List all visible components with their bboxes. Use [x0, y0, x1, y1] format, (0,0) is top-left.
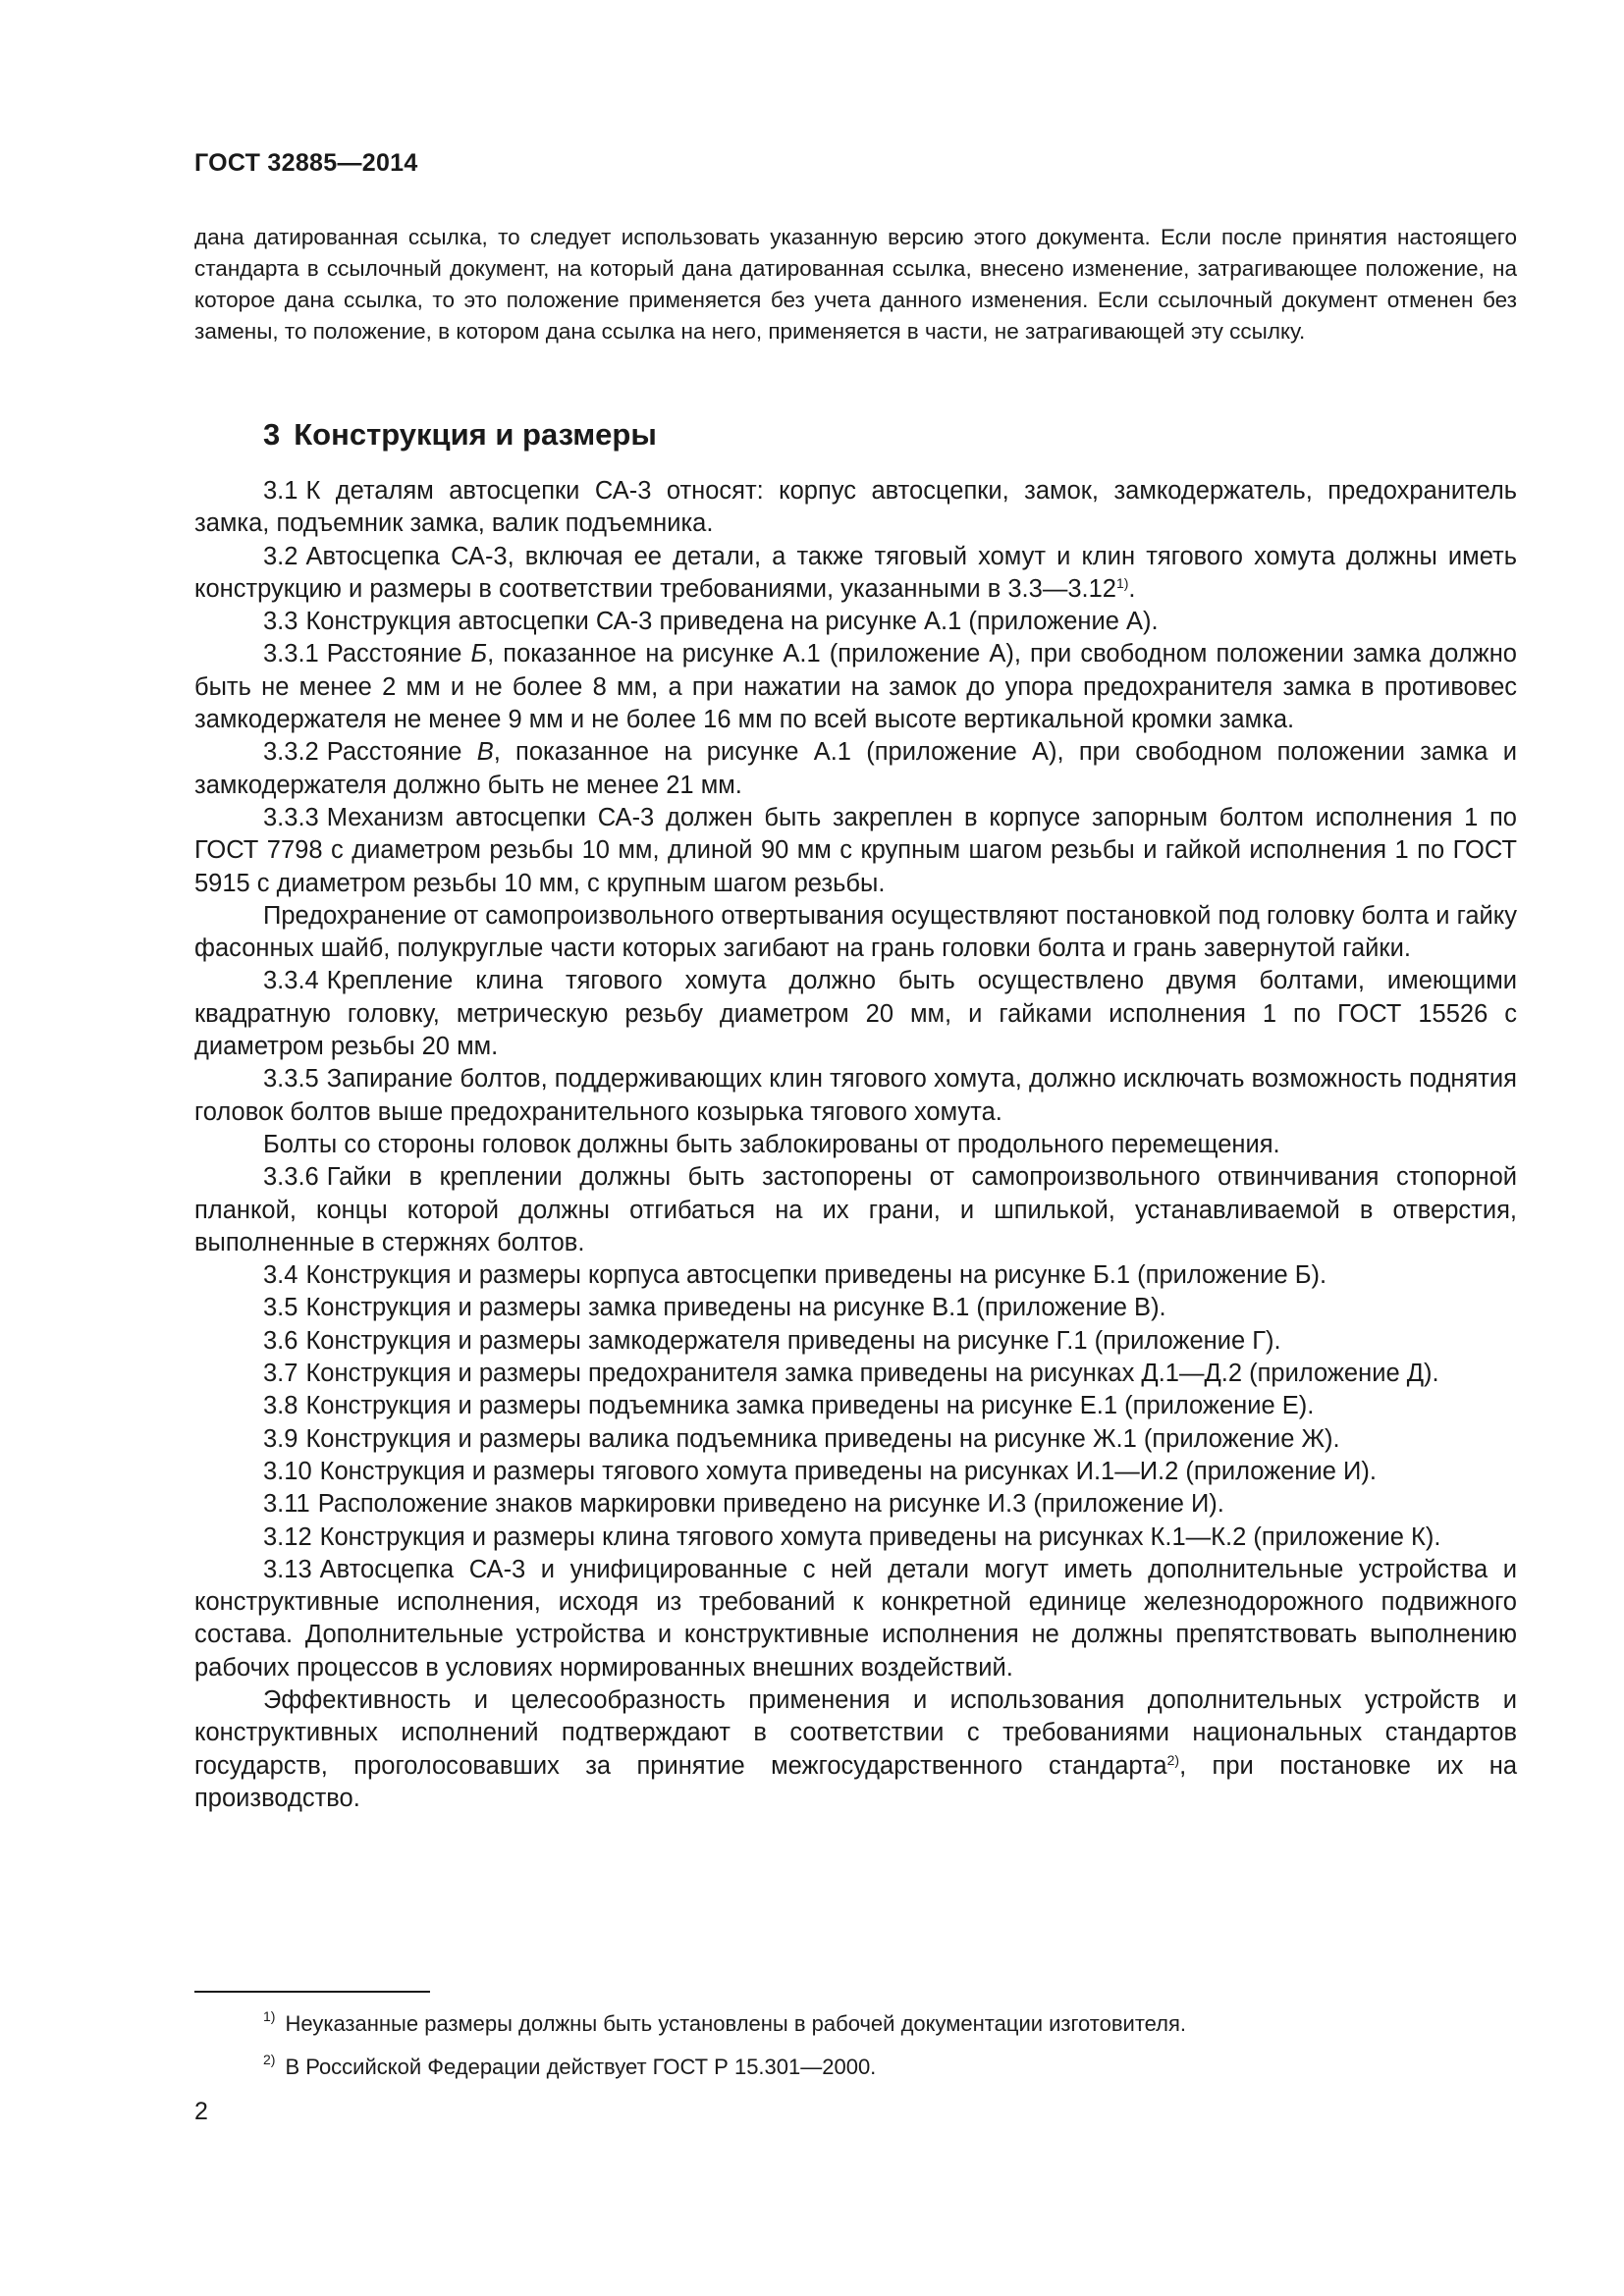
clause-text: , показанное на рисунке А.1 (приложение А), при свободном положении замка и замкодержателя должно быть не менее 21 мм.: [194, 738, 1517, 799]
footnote-mark: 2): [263, 2052, 276, 2067]
clause-number: 3.3.2: [263, 738, 319, 767]
clause-number: 3.3.3: [263, 803, 319, 831]
clause-text: , показанное на рисунке А.1 (приложение А), при свободном положении замка должно быть не менее 2 мм и не более 8 мм, а при нажатии на замок до упора предохранителя замка в противовес замкодержателя не менее 9 мм и не более 16 мм по всей высоте вертикальной кромки замка.: [194, 640, 1517, 734]
clause-3-1: [194, 475, 1517, 541]
paragraph-efficiency: [194, 1684, 1517, 1815]
paragraph-text-end: , при постановке их на производство.: [194, 1751, 1517, 1812]
variable-name: Б: [470, 640, 488, 668]
section-number: 3: [263, 417, 281, 452]
clause-3-4: [194, 1259, 1517, 1292]
footnote-text: Неуказанные размеры должны быть установлены в рабочей документации изготовителя.: [285, 2011, 1187, 2036]
footnote-text: В Российской Федерации действует ГОСТ Р 15.301—2000.: [285, 2055, 877, 2079]
clause-3-13: [194, 1554, 1517, 1684]
footnote-mark: 1): [263, 2008, 276, 2024]
paragraph-protection: Предохранение от самопроизвольного отвертывания осуществляют постановкой под головку болта и гайку фасонных шайб, полукруглые части которых загибают на грань головки болта и грань завернутой гайки.: [194, 901, 1517, 963]
clause-number: 3.8: [263, 1392, 298, 1420]
document-header: ГОСТ 32885—2014: [194, 149, 418, 177]
clause-number: 3.3.6: [263, 1163, 319, 1192]
clause-text-pre: Расстояние: [326, 640, 471, 668]
clause-text: Конструкция и размеры валика подъемника приведены на рисунке Ж.1 (приложение Ж).: [305, 1424, 1340, 1453]
section-body: [194, 475, 1517, 1815]
clause-3-9: [194, 1423, 1517, 1456]
clause-3-6: [194, 1325, 1517, 1358]
intro-paragraph: [194, 222, 1517, 347]
clause-3-3-3: [194, 802, 1517, 900]
clause-number: 3.6: [263, 1326, 298, 1355]
clause-3-12: [194, 1522, 1517, 1554]
clause-3-2: [194, 541, 1517, 607]
footnotes: [263, 2002, 1510, 2089]
section-heading: [263, 417, 657, 453]
clause-3-3: [194, 606, 1517, 638]
clause-number: 3.7: [263, 1360, 298, 1388]
footnote-ref[interactable]: 2): [1166, 1751, 1180, 1768]
page-number: 2: [194, 2098, 208, 2125]
clause-3-3-4: [194, 965, 1517, 1063]
variable-name: В: [476, 738, 494, 767]
clause-3-3-5: [194, 1063, 1517, 1129]
clause-3-10: [194, 1456, 1517, 1488]
clause-3-3-1: [194, 638, 1517, 736]
clause-number: 3.3.1: [263, 640, 319, 668]
section-title: Конструкция и размеры: [294, 417, 657, 452]
clause-text: Автосцепка СА-3 и унифицированные с ней детали могут иметь дополнительные устройства и конструктивные исполнения, исходя из требований к конкретной единице железнодорожного подвижного состава. Дополнительные устройства и конструктивные исполнения не должны препятствовать выполнению рабочих процессов в условиях нормированных внешних воздействий.: [194, 1555, 1517, 1682]
clause-text: Конструкция и размеры клина тягового хомута приведены на рисунках К.1—К.2 (приложение К).: [319, 1522, 1441, 1551]
clause-text: Конструкция и размеры замкодержателя приведены на рисунке Г.1 (приложение Г).: [305, 1326, 1281, 1355]
footnote-2: [263, 2046, 1510, 2089]
clause-text: Конструкция и размеры подъемника замка приведены на рисунке Е.1 (приложение Е).: [305, 1392, 1315, 1420]
clause-text: Конструкция и размеры корпуса автосцепки приведены на рисунке Б.1 (приложение Б).: [305, 1261, 1327, 1290]
footnote-1: [263, 2002, 1510, 2046]
clause-3-3-6: [194, 1161, 1517, 1259]
clause-text: К деталям автосцепки СА-3 относят: корпус автосцепки, замок, замкодержатель, предохранитель замка, подъемник замка, валик подъемника.: [194, 477, 1517, 538]
clause-text: Конструкция и размеры предохранителя замка приведены на рисунках Д.1—Д.2 (приложение Д).: [305, 1360, 1439, 1388]
clause-text: Конструкция и размеры замка приведены на рисунке В.1 (приложение В).: [305, 1294, 1166, 1322]
clause-text: Конструкция и размеры тягового хомута приведены на рисунках И.1—И.2 (приложение И).: [319, 1457, 1377, 1485]
intro-text: дана датированная ссылка, то следует использовать указанную версию этого документа. Если после принятия настоящего стандарта в ссылочный документ, на который дана датированная ссылка, внесено изменение, затрагивающее положение, на которое дана ссылка, то это положение применяется без учета данного изменения. Если ссылочный документ отменен без замены, то положение, в котором дана ссылка на него, применяется в части, не затрагивающей эту ссылку.: [194, 225, 1517, 344]
clause-number: 3.1: [263, 477, 298, 505]
paragraph-text: Эффективность и целесообразность применения и использования дополнительных устройств и конструктивных исполнений подтверждают в соответствии с требованиями национальных стандартов государств, проголосовавших за принятие межгосударственного стандарта: [194, 1685, 1517, 1780]
clause-text: Запирание болтов, поддерживающих клин тягового хомута, должно исключать возможность поднятия головок болтов выше предохранительного козырька тягового хомута.: [194, 1065, 1517, 1126]
clause-number: 3.4: [263, 1261, 298, 1290]
clause-3-3-2: [194, 736, 1517, 802]
clause-text: Гайки в креплении должны быть застопорены от самопроизвольного отвинчивания стопорной планкой, концы которой должны отгибаться на их грани, и шпилькой, устанавливаемой в отверстия, выполненные в стержнях болтов.: [194, 1163, 1517, 1256]
clause-number: 3.11: [263, 1490, 310, 1519]
clause-3-5: [194, 1292, 1517, 1324]
footnote-divider: [194, 1991, 430, 1993]
clause-number: 3.10: [263, 1457, 312, 1485]
paragraph-bolts: Болты со стороны головок должны быть заблокированы от продольного перемещения.: [263, 1130, 1280, 1158]
clause-3-11: [194, 1488, 1517, 1521]
clause-text: Механизм автосцепки СА-3 должен быть закреплен в корпусе запорным болтом исполнения 1 по ГОСТ 7798 с диаметром резьбы 10 мм, длиной 90 мм с крупным шагом резьбы и гайкой исполнения 1 по ГОСТ 5915 с диаметром резьбы 10 мм, с крупным шагом резьбы.: [194, 803, 1517, 897]
clause-text: Расположение знаков маркировки приведено на рисунке И.3 (приложение И).: [317, 1490, 1224, 1519]
clause-number: 3.5: [263, 1294, 298, 1322]
clause-number: 3.2: [263, 542, 298, 570]
clause-number: 3.3.4: [263, 967, 319, 995]
clause-3-8: [194, 1390, 1517, 1422]
clause-text: Конструкция автосцепки СА-3 приведена на рисунке А.1 (приложение А).: [305, 608, 1159, 636]
clause-number: 3.3.5: [263, 1065, 319, 1094]
clause-number: 3.12: [263, 1522, 312, 1551]
clause-text-end: .: [1128, 574, 1136, 603]
footnote-ref[interactable]: 1): [1115, 574, 1129, 591]
clause-text: Автосцепка СА-3, включая ее детали, а также тяговый хомут и клин тягового хомута должны иметь конструкцию и размеры в соответствии требованиями, указанными в 3.3—3.12: [194, 542, 1517, 603]
clause-number: 3.3: [263, 608, 298, 636]
clause-number: 3.9: [263, 1424, 298, 1453]
clause-text: Крепление клина тягового хомута должно быть осуществлено двумя болтами, имеющими квадратную головку, метрическую резьбу диаметром 20 мм, и гайками исполнения 1 по ГОСТ 15526 с диаметром резьбы 20 мм.: [194, 967, 1517, 1061]
clause-3-7: [194, 1358, 1517, 1390]
clause-number: 3.13: [263, 1555, 312, 1583]
clause-text-pre: Расстояние: [326, 738, 477, 767]
